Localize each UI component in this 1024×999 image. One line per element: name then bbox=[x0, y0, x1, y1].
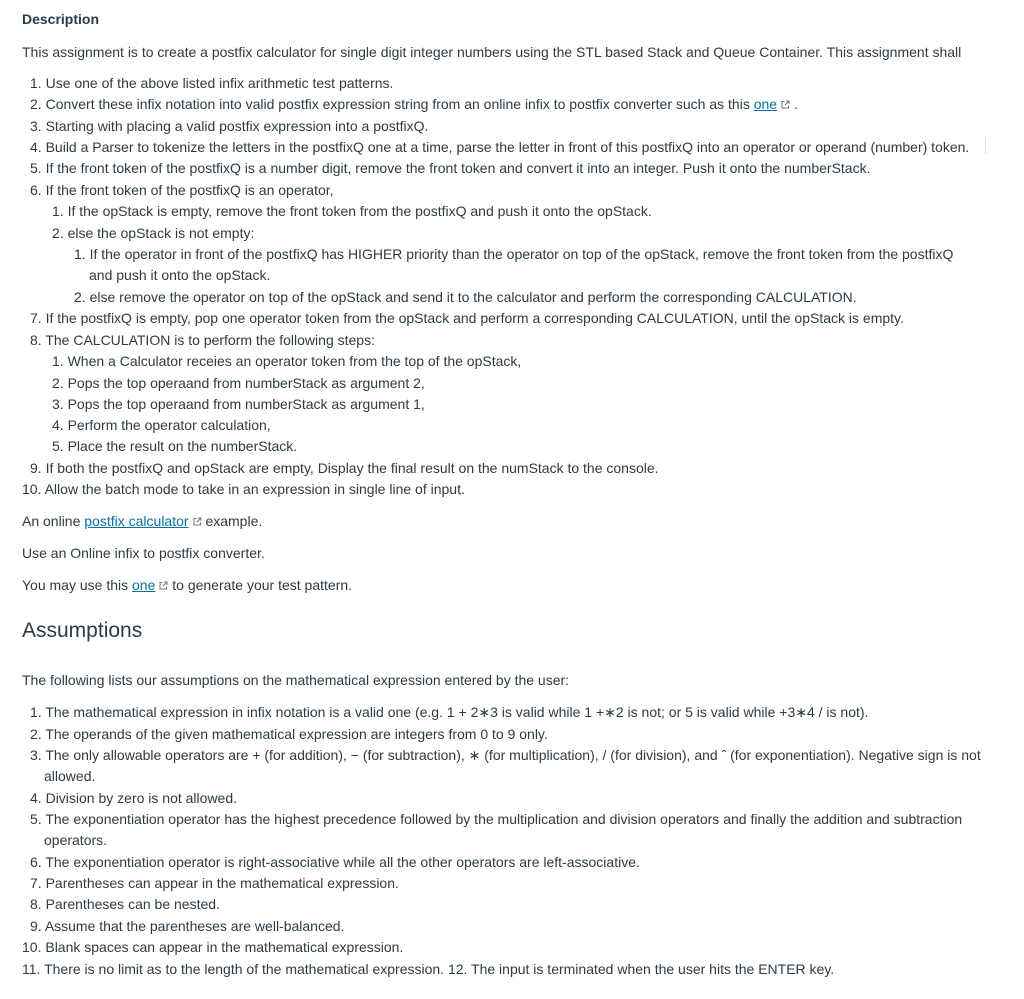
assumption-2: 2. The operands of the given mathematical expression are integers from 0 to 9 only. bbox=[30, 726, 548, 742]
assumption-3: 3. The only allowable operators are + (for addition), − (for subtraction), ∗ (for multiplication), / (for division), and ˆ (for exponentiation). Negative sign is not bbox=[30, 747, 981, 763]
step-6: 6. If the front token of the postfixQ is an operator, bbox=[30, 182, 334, 198]
test-pattern-line: You may use this one to generate your test pattern. bbox=[22, 577, 353, 593]
assumption-8: 8. Parentheses can be nested. bbox=[30, 896, 220, 912]
step-6-2-1-cont: and push it onto the opStack. bbox=[89, 267, 271, 283]
text-cursor bbox=[985, 137, 986, 154]
calculator-example-line: An online postfix calculator example. bbox=[22, 513, 263, 529]
assumptions-intro: The following lists our assumptions on the mathematical expression entered by the user: bbox=[22, 672, 570, 688]
assumption-9: 9. Assume that the parentheses are well-balanced. bbox=[30, 918, 345, 934]
step-3: 3. Starting with placing a valid postfix expression into a postfixQ. bbox=[30, 118, 429, 134]
assumptions-heading: Assumptions bbox=[22, 619, 143, 642]
step-7: 7. If the postfixQ is empty, pop one operator token from the opStack and perform a corresponding CALCULATION, until the opStack is empty. bbox=[30, 310, 904, 326]
step-8-5: 5. Place the result on the numberStack. bbox=[52, 438, 298, 454]
description-intro: This assignment is to create a postfix calculator for single digit integer numbers using the STL based Stack and Queue Container. This assignment shall bbox=[22, 44, 962, 60]
converter-line: Use an Online infix to postfix converter. bbox=[22, 545, 265, 561]
step-10: 10. Allow the batch mode to take in an expression in single line of input. bbox=[22, 481, 465, 497]
assumption-5: 5. The exponentiation operator has the highest precedence followed by the multiplication and division operators and finally the addition and subtraction bbox=[30, 811, 963, 827]
external-link-icon bbox=[781, 100, 790, 109]
step-1: 1. Use one of the above listed infix arithmetic test patterns. bbox=[30, 75, 394, 91]
assumption-3-cont: allowed. bbox=[44, 768, 96, 784]
step-4: 4. Build a Parser to tokenize the letters in the postfixQ one at a time, parse the letter in front of this postfixQ into an operator or operand (number) token. bbox=[30, 139, 970, 155]
assumption-6: 6. The exponentiation operator is right-associative while all the other operators are left-associative. bbox=[30, 854, 640, 870]
assumption-4: 4. Division by zero is not allowed. bbox=[30, 790, 237, 806]
assumption-11: 11. There is no limit as to the length of the mathematical expression. 12. The input is terminated when the user hits the ENTER key. bbox=[22, 961, 835, 977]
step-6-2-1: 1. If the operator in front of the postfixQ has HIGHER priority than the operator on top of the opStack, remove the front token from the postfixQ bbox=[74, 246, 954, 262]
external-link-icon bbox=[159, 581, 168, 590]
external-link-icon bbox=[193, 517, 202, 526]
step-6-2: 2. else the opStack is not empty: bbox=[52, 225, 255, 241]
converter-link-one[interactable]: one bbox=[753, 96, 778, 112]
description-heading: Description bbox=[22, 11, 100, 27]
step-6-2-2: 2. else remove the operator on top of the opStack and send it to the calculator and perform the corresponding CALCULATION. bbox=[74, 289, 857, 305]
step-2: 2. Convert these infix notation into valid postfix expression string from an online infix to postfix converter such as this one . bbox=[30, 96, 798, 112]
assumption-1: 1. The mathematical expression in infix notation is a valid one (e.g. 1 + 2∗3 is valid while 1 +∗2 is not; or 5 is valid while +3∗4 / is not). bbox=[30, 704, 869, 720]
step-9: 9. If both the postfixQ and opStack are empty, Display the final result on the numStack to the console. bbox=[30, 460, 659, 476]
postfix-calculator-link[interactable]: postfix calculator bbox=[84, 513, 189, 529]
step-8: 8. The CALCULATION is to perform the following steps: bbox=[30, 332, 375, 348]
step-8-3: 3. Pops the top operaand from numberStack as argument 1, bbox=[52, 396, 425, 412]
step-8-2: 2. Pops the top operaand from numberStack as argument 2, bbox=[52, 375, 425, 391]
step-6-1: 1. If the opStack is empty, remove the front token from the postfixQ and push it onto the opStack. bbox=[52, 203, 652, 219]
assumption-5-cont: operators. bbox=[44, 832, 108, 848]
assumption-10: 10. Blank spaces can appear in the mathematical expression. bbox=[22, 939, 404, 955]
step-8-1: 1. When a Calculator receies an operator token from the top of the opStack, bbox=[52, 353, 522, 369]
assumption-7: 7. Parentheses can appear in the mathematical expression. bbox=[30, 875, 399, 891]
step-5: 5. If the front token of the postfixQ is a number digit, remove the front token and convert it into an integer. Push it onto the numberStack. bbox=[30, 160, 871, 176]
step-8-4: 4. Perform the operator calculation, bbox=[52, 417, 271, 433]
test-pattern-link-one[interactable]: one bbox=[132, 577, 156, 593]
